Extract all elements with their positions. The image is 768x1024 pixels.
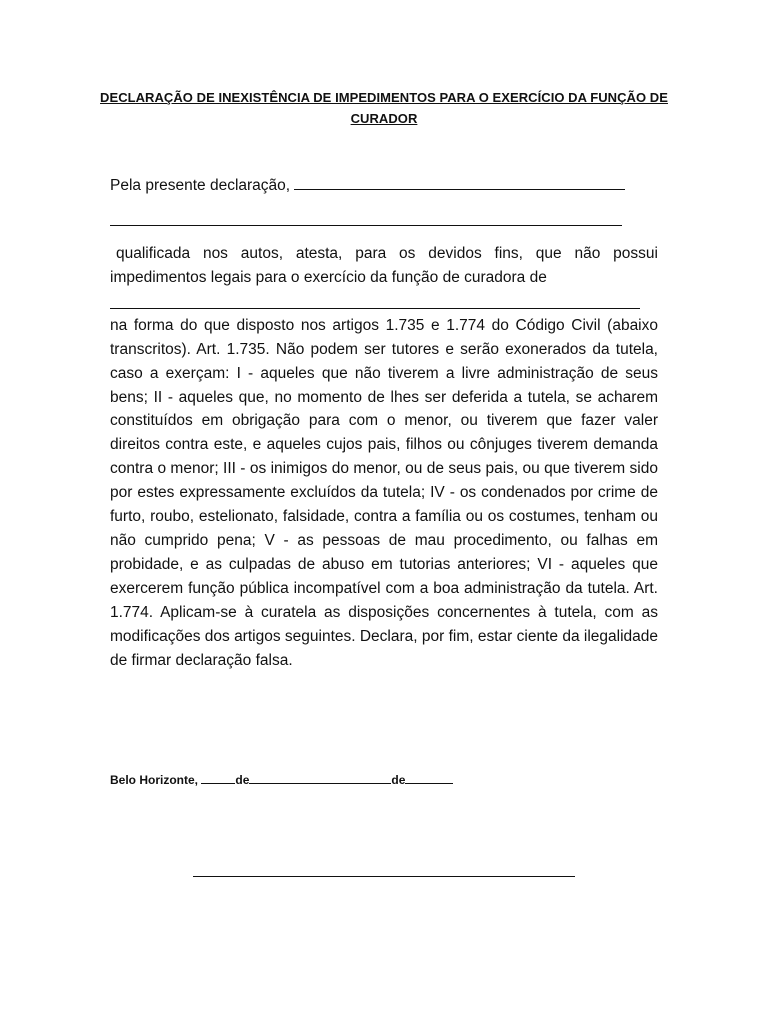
date-line: [110, 771, 453, 789]
ward-name-blank[interactable]: [110, 292, 640, 309]
ward-name-line: [110, 290, 658, 314]
document-title: DECLARAÇÃO DE INEXISTÊNCIA DE IMPEDIMENTOS PARA O EXERCÍCIO DA FUNÇÃO DE CURADOR: [100, 90, 668, 126]
paragraph-start: [110, 242, 658, 290]
declaration-body: [110, 242, 658, 672]
intro-line: [110, 173, 625, 196]
month-blank[interactable]: [249, 771, 391, 784]
date-sep-1: de: [235, 773, 250, 787]
day-blank[interactable]: [201, 771, 235, 784]
signature-line[interactable]: [193, 876, 575, 877]
declarant-line-2: [110, 209, 622, 232]
date-city: Belo Horizonte,: [110, 773, 199, 787]
intro-text: Pela presente declaração,: [110, 177, 291, 194]
date-sep-2: de: [391, 773, 406, 787]
declarant-name-blank-2[interactable]: [110, 209, 622, 226]
paragraph-start-text: qualificada nos autos, atesta, para os devidos fins, que não possui impedimentos legais para o exercício da função de curadora de: [110, 245, 658, 286]
year-blank[interactable]: [405, 771, 453, 784]
paragraph-body: na forma do que disposto nos artigos 1.735 e 1.774 do Código Civil (abaixo transcritos). Art. 1.735. Não podem ser tutores e serão exonerados da tutela, caso a exerçam: I - aqueles que não tiverem a livre administração de seus bens; II - aqueles que, no momento de lhes ser deferida a tutela, se acharem constituídos em obrigação para com o menor, ou tiverem que fazer valer direitos contra este, e aqueles cujos pais, filhos ou cônjuges tiverem demanda contra o menor; III - os inimigos do menor, ou de seus pais, ou que tiverem sido por estes expressamente excluídos da tutela; IV - os condenados por crime de furto, roubo, estelionato, falsidade, contra a família ou os costumes, tenham ou não cumprido pena; V - as pessoas de mau procedimento, ou falhas em probidade, e as culpadas de abuso em tutorias anteriores; VI - aqueles que exercerem função pública incompatível com a boa administração da tutela. Art. 1.774. Aplicam-se à curatela as disposições concernentes à tutela, com as modificações dos artigos seguintes. Declara, por fim, estar ciente da ilegalidade de firmar declaração falsa.: [110, 316, 658, 669]
declarant-name-blank-1[interactable]: [294, 173, 625, 190]
